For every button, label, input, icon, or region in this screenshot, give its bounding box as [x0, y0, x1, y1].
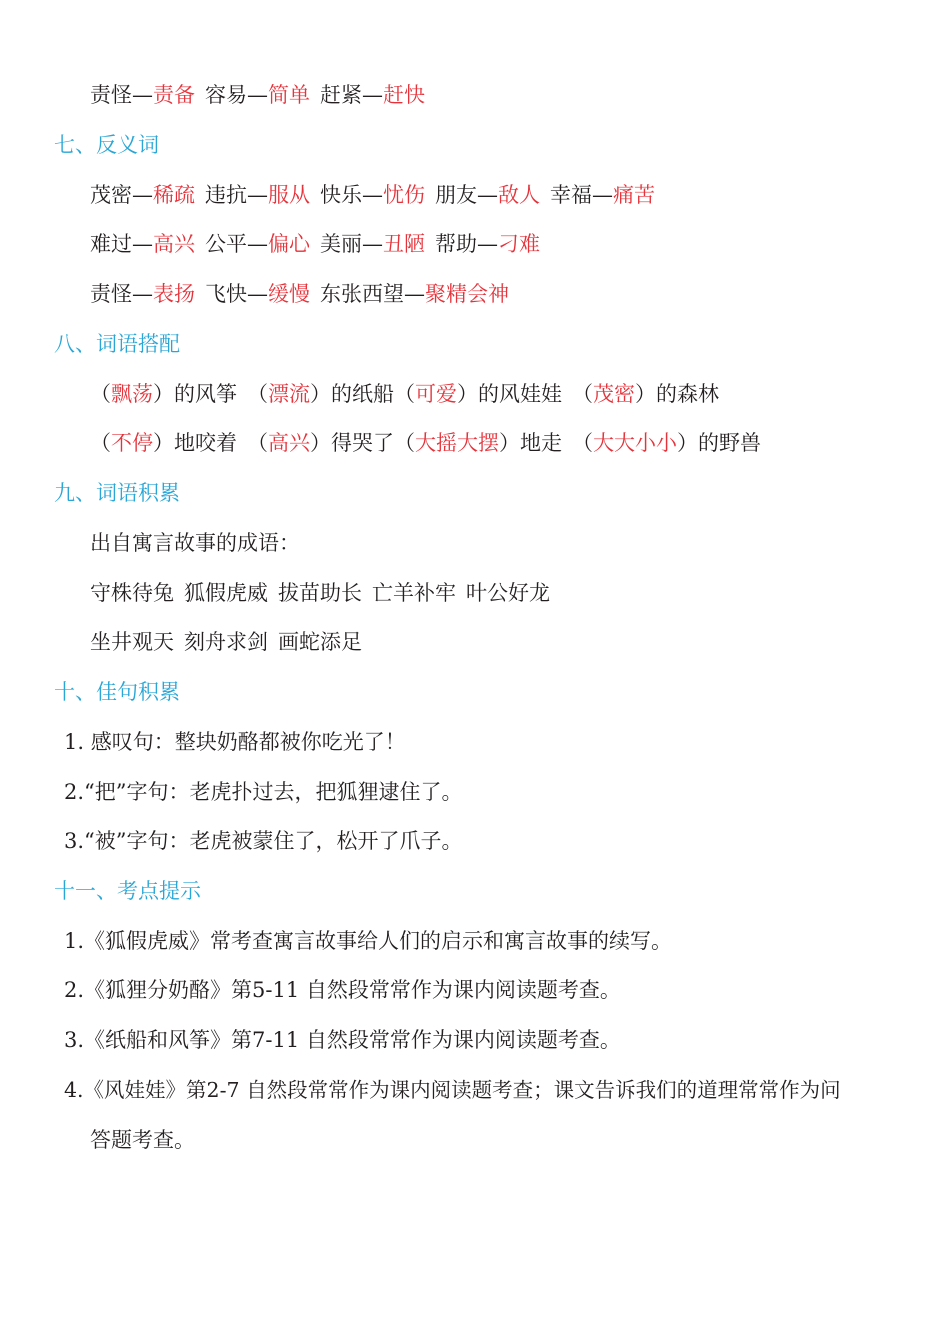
synonym-row: 责怪—责备 容易—简单 赶紧—赶快	[90, 83, 425, 107]
word: 飞快	[205, 282, 247, 306]
idiom-row	[90, 578, 550, 608]
phrase: 得哭了	[331, 431, 394, 455]
word: 公平	[205, 232, 247, 256]
answer: 丑陋	[383, 232, 425, 256]
word: 美丽	[320, 232, 362, 256]
word: 责怪	[90, 83, 132, 107]
phrase: 地咬着	[174, 431, 237, 455]
answer: 茂密	[593, 382, 635, 406]
answer: 偏心	[268, 232, 310, 256]
phrase: 地走	[520, 431, 562, 455]
word: 东张西望	[320, 282, 404, 306]
answer: 高兴	[268, 431, 310, 455]
tip-item-continuation: 答题考查。	[90, 1128, 195, 1152]
word: 违抗	[205, 183, 247, 207]
section-heading-sentences: 十、佳句积累	[54, 680, 180, 704]
answer: 飘荡	[111, 382, 153, 406]
idiom-row	[90, 627, 362, 657]
section-heading-antonyms: 七、反义词	[54, 133, 159, 157]
idiom: 亡羊补牢	[372, 581, 456, 605]
idiom: 刻舟求剑	[184, 630, 268, 654]
collocation-row: （飘荡）的风筝 （漂流）的纸船（可爱）的风娃娃 （茂密）的森林	[90, 382, 719, 406]
sentence-item: 2.“把”字句：老虎扑过去，把狐狸逮住了。	[64, 780, 463, 804]
answer: 大摇大摆	[415, 431, 499, 455]
answer: 可爱	[415, 382, 457, 406]
antonym-row: 难过—高兴 公平—偏心 美丽—丑陋 帮助—刁难	[90, 232, 540, 256]
answer: 缓慢	[268, 282, 310, 306]
word: 难过	[90, 232, 132, 256]
word: 赶紧	[320, 83, 362, 107]
answer: 刁难	[498, 232, 540, 256]
idiom: 狐假虎威	[184, 581, 268, 605]
section-heading-exam-tips: 十一、考点提示	[54, 879, 201, 903]
answer: 稀疏	[153, 183, 195, 207]
answer: 赶快	[383, 83, 425, 107]
antonym-row: 责怪—表扬 飞快—缓慢 东张西望—聚精会神	[90, 282, 509, 306]
word: 茂密	[90, 183, 132, 207]
section-heading-vocabulary: 九、词语积累	[54, 481, 180, 505]
word: 朋友	[435, 183, 477, 207]
antonym-row: 茂密—稀疏 违抗—服从 快乐—忧伤 朋友—敌人 幸福—痛苦	[90, 183, 655, 207]
word: 责怪	[90, 282, 132, 306]
phrase: 的纸船	[331, 382, 394, 406]
answer: 敌人	[498, 183, 540, 207]
answer: 不停	[111, 431, 153, 455]
sentence-item: 1. 感叹句：整块奶酪都被你吃光了！	[64, 730, 406, 754]
tip-item: 3.《纸船和风筝》第7-11 自然段常常作为课内阅读题考查。	[64, 1028, 621, 1052]
answer: 大大小小	[593, 431, 677, 455]
word: 帮助	[435, 232, 477, 256]
sentence-item: 3.“被”字句：老虎被蒙住了，松开了爪子。	[64, 829, 463, 853]
answer: 简单	[268, 83, 310, 107]
answer: 责备	[153, 83, 195, 107]
answer: 表扬	[153, 282, 195, 306]
phrase: 的风筝	[174, 382, 237, 406]
answer: 忧伤	[383, 183, 425, 207]
tip-item: 4.《风娃娃》第2-7 自然段常常作为课内阅读题考查；课文告诉我们的道理常常作为问	[64, 1078, 841, 1102]
idiom: 坐井观天	[90, 630, 174, 654]
phrase: 的森林	[656, 382, 719, 406]
answer: 服从	[268, 183, 310, 207]
answer: 高兴	[153, 232, 195, 256]
idiom: 拔苗助长	[278, 581, 362, 605]
word: 幸福	[550, 183, 592, 207]
idiom: 守株待兔	[90, 581, 174, 605]
idiom: 画蛇添足	[278, 630, 362, 654]
phrase: 的野兽	[698, 431, 761, 455]
idiom: 叶公好龙	[466, 581, 550, 605]
word: 容易	[205, 83, 247, 107]
word: 快乐	[320, 183, 362, 207]
tip-item: 2.《狐狸分奶酪》第5-11 自然段常常作为课内阅读题考查。	[64, 978, 621, 1002]
tip-item: 1.《狐假虎威》常考查寓言故事给人们的启示和寓言故事的续写。	[64, 929, 673, 953]
section-heading-collocation: 八、词语搭配	[54, 332, 180, 356]
idiom-intro: 出自寓言故事的成语：	[90, 531, 300, 555]
answer: 漂流	[268, 382, 310, 406]
answer: 痛苦	[613, 183, 655, 207]
phrase: 的风娃娃	[478, 382, 562, 406]
collocation-row: （不停）地咬着 （高兴）得哭了（大摇大摆）地走 （大大小小）的野兽	[90, 431, 761, 455]
answer: 聚精会神	[425, 282, 509, 306]
